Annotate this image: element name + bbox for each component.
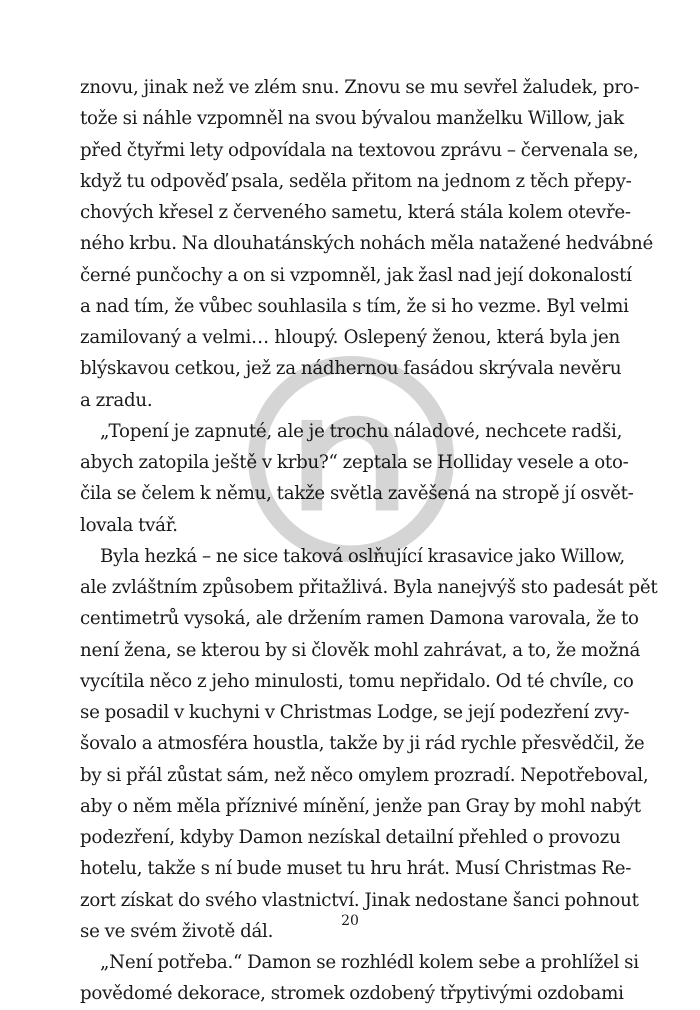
text-line: Byla hezká – ne sice taková oslňující krasavice jako Willow,	[100, 545, 625, 567]
text-line: lovala tvář.	[80, 514, 178, 536]
text-line: zamilovaný a velmi… hloupý. Oslepený ženou, která byla jen	[80, 327, 620, 348]
text-line: chových křesel z červeného sametu, která stála kolem otevře-	[80, 202, 631, 223]
text-line: a nad tím, že vůbec souhlasila s tím, že si ho vezme. Byl velmi	[80, 295, 629, 317]
page-number: 20	[341, 913, 359, 929]
text-line: zort získat do svého vlastnictví. Jinak nedostane šanci pohnout	[80, 889, 639, 911]
text-line: před čtyřmi lety odpovídala na textovou zprávu – červenala se,	[80, 139, 639, 161]
text-line: vycítila něco z jeho minulosti, tomu nepřidalo. Od té chvíle, co	[80, 670, 634, 692]
text-line: aby o něm měla příznivé mínění, jenže pan Gray by mohl nabýt	[80, 795, 641, 817]
text-line: a zradu.	[80, 389, 153, 411]
text-line: „Topení je zapnuté, ale je trochu náladové, nechcete radši,	[100, 420, 623, 442]
text-line: černé punčochy a on si vzpomněl, jak žasl nad její dokonalostí	[80, 264, 632, 286]
text-line: se posadil v kuchyni v Christmas Lodge, se její podezření zvy-	[80, 702, 630, 723]
text-line: „Není potřeba.“ Damon se rozhlédl kolem sebe a prohlížel si	[100, 952, 639, 973]
text-line: se ve svém životě dál.	[80, 920, 274, 942]
text-line: čila se čelem k němu, takže světla zavěšená na stropě jí osvět-	[80, 483, 634, 505]
text-line: znovu, jinak než ve zlém snu. Znovu se mu sevřel žaludek, pro-	[80, 77, 640, 98]
text-line: povědomé dekorace, stromek ozdobený třpytivými ozdobami	[80, 983, 624, 1005]
text-line: centimetrů vysoká, ale držením ramen Damona varovala, že to	[80, 608, 639, 630]
text-line: není žena, se kterou by si člověk mohl zahrávat, a to, že možná	[80, 639, 641, 661]
text-line: tože si náhle vzpomněl na svou bývalou manželku Willow, jak	[80, 108, 624, 130]
text-line: ného krbu. Na dlouhatánských nohách měla natažené hedvábné	[80, 233, 653, 255]
text-line: podezření, kdyby Damon nezískal detailní přehled o provozu	[80, 827, 621, 848]
text-line: když tu odpověď psala, seděla přitom na jednom z těch přepy-	[80, 170, 632, 192]
text-line: by si přál zůstat sám, než něco omylem prozradí. Nepotřeboval,	[80, 764, 649, 786]
text-line: ale zvláštním způsobem přitažlivá. Byla nanejvýš sto padesát pět	[80, 577, 658, 598]
text-line: šovalo a atmosféra houstla, takže by ji rád rychle přesvědčil, že	[80, 733, 645, 755]
text-line: abych zatopila ještě v krbu?“ zeptala se Holliday vesele a oto-	[80, 452, 629, 473]
text-line: blýskavou cetkou, jež za nádhernou fasádou skrývala nevěru	[80, 358, 622, 380]
text-line: hotelu, takže s ní bude muset tu hru hrát. Musí Christmas Re-	[80, 858, 632, 880]
book-page-text	[80, 72, 658, 1010]
